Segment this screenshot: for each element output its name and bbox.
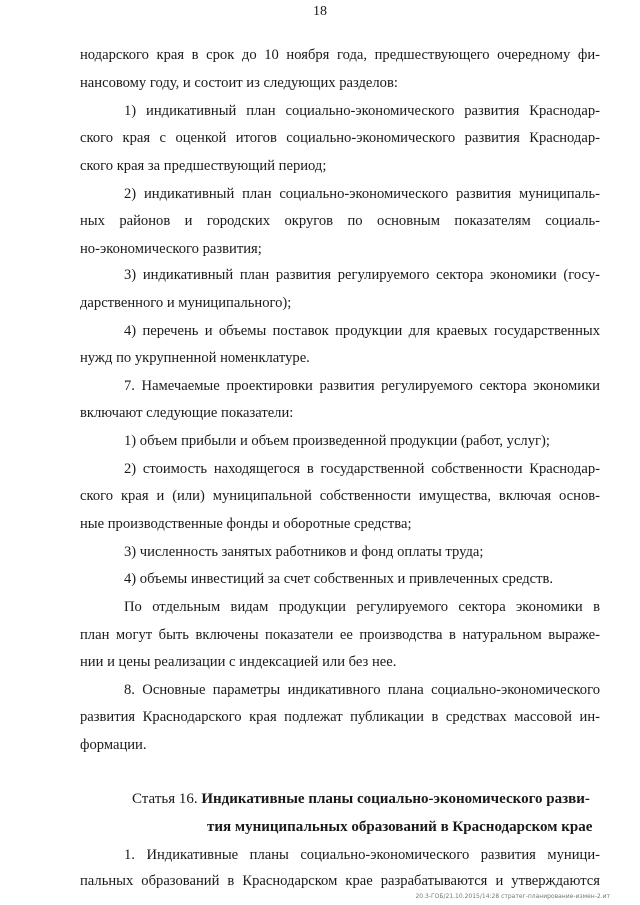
- body-line: 1) объем прибыли и объем произведенной продукции (работ, услуг);: [124, 433, 550, 449]
- body-line: По отдельным видам продукции регулируемого сектора экономики в: [124, 599, 600, 615]
- article-number: Статья 16.: [132, 791, 198, 807]
- article-title-line-2: тия муниципальных образований в Краснодарском крае: [207, 819, 593, 835]
- body-line: ных районов и городских округов по основным показателям социаль-: [80, 213, 600, 229]
- body-line: включают следующие показатели:: [80, 405, 294, 421]
- body-line: 3) численность занятых работников и фонд оплаты труда;: [124, 544, 484, 560]
- body-line: ные производственные фонды и оборотные средства;: [80, 516, 412, 532]
- body-line: развития Краснодарского края подлежат публикации в средствах массовой ин-: [80, 709, 600, 725]
- body-line: 1. Индикативные планы социально-экономического развития муници-: [124, 847, 600, 863]
- body-line: 3) индикативный план развития регулируемого сектора экономики (госу-: [124, 267, 600, 283]
- body-line: 4) объемы инвестиций за счет собственных и привлеченных средств.: [124, 571, 554, 587]
- body-line: 7. Намечаемые проектировки развития регулируемого сектора экономики: [124, 378, 600, 394]
- body-line: 8. Основные параметры индикативного плана социально-экономического: [124, 682, 600, 698]
- body-line: нии и цены реализации с индексацией или без нее.: [80, 654, 397, 670]
- article-heading: [132, 790, 590, 808]
- body-line: дарственного и муниципального);: [80, 295, 292, 311]
- body-line: 2) индикативный план социально-экономического развития муниципаль-: [124, 186, 600, 202]
- body-line: пальных образований в Краснодарском крае разрабатываются и утверждаются: [80, 873, 600, 889]
- file-footer: 20.3-ГОБ/21.10.2015/14:28 стратег-планирование-измен-2.ит: [415, 893, 610, 900]
- body-line: ского края с оценкой итогов социально-экономического развития Краснодар-: [80, 130, 600, 146]
- body-line: ского края и (или) муниципальной собственности имущества, включая основ-: [80, 488, 600, 504]
- body-line: ского края за предшествующий период;: [80, 158, 327, 174]
- body-line: 2) стоимость находящегося в государственной собственности Краснодар-: [124, 461, 600, 477]
- body-line: план могут быть включены показатели ее производства в натуральном выраже-: [80, 627, 600, 643]
- article-title-line-1: Индикативные планы социально-экономического разви-: [201, 791, 590, 807]
- page-number: 18: [313, 4, 327, 19]
- body-line: нодарского края в срок до 10 ноября года, предшествующего очередному фи-: [80, 47, 600, 63]
- body-line: 1) индикативный план социально-экономического развития Краснодар-: [124, 103, 600, 119]
- body-line: нансовому году, и состоит из следующих разделов:: [80, 75, 398, 91]
- body-line: нужд по укрупненной номенклатуре.: [80, 350, 310, 366]
- body-line: но-экономического развития;: [80, 241, 262, 257]
- body-line: 4) перечень и объемы поставок продукции для краевых государственных: [124, 323, 600, 339]
- body-line: формации.: [80, 737, 147, 753]
